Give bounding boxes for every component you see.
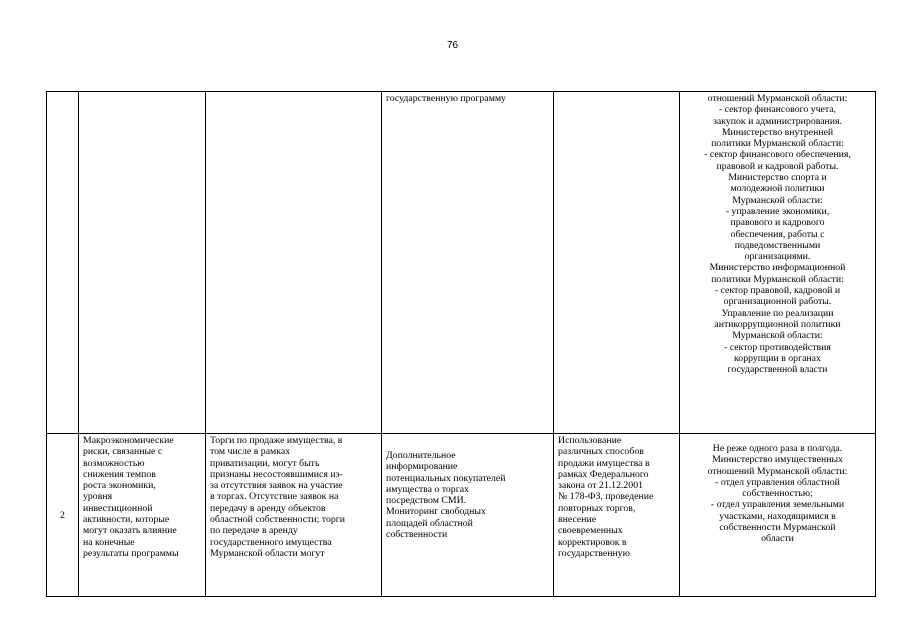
- table-cell-responsible: Не реже одного раза в полгода. Министерство имущественных отношений Мурманской области: - отдел управления областной собственностью; - отдел управления земельными участками, находящимися в собственности Мурманской области: [680, 434, 876, 597]
- table-cell-measures: государственную программу: [382, 92, 554, 434]
- table-cell-number: [47, 92, 79, 434]
- table-row: [47, 434, 876, 597]
- table-cell-methods: Использование различных способов продажи имущества в рамках Федерального закона от 21.12.2001 № 178-ФЗ, проведение повторных торгов, внесение своевременных корректировок в государственную: [554, 434, 680, 597]
- table-cell-description: [206, 92, 382, 434]
- table-cell-number: 2: [47, 434, 79, 597]
- table-cell-risk: Макроэкономические риски, связанные с возможностью снижения темпов роста экономики, уровня инвестиционной активности, которые могут оказать влияние на конечные результаты программы: [79, 434, 206, 597]
- table-cell-measures: Дополнительное информирование потенциальных покупателей имущества о торгах посредством СМИ. Мониторинг свободных площадей областной собственности: [382, 434, 554, 597]
- table-row: [47, 92, 876, 434]
- table-cell-description: Торги по продаже имущества, в том числе в рамках приватизации, могут быть признаны несостоявшимися из- за отсутствия заявок на участие в торгах. Отсутствие заявок на передачу в аренду объектов областной собственности; торги по передаче в аренду государственного имущества Мурманской области могут: [206, 434, 382, 597]
- table-cell-risk: [79, 92, 206, 434]
- page-number: 76: [446, 40, 459, 51]
- table-cell-responsible: отношений Мурманской области: - сектор финансового учета, закупок и администрирования. Министерство внутренней политики Мурманской области: - сектор финансового обеспечения, правовой и кадровой работы. Министерство спорта и молодежной политики Мурманской области: - управление экономики, правового и кадрового обеспечения, работы с подведомственными организациями. Министерство информационной политики Мурманской области: - сектор правовой, кадровой и организационной работы. Управление по реализации антикоррупционной политики Мурманской области: - сектор противодействия коррупции в органах государственной власти: [680, 92, 876, 434]
- table-cell-methods: [554, 92, 680, 434]
- risk-table: [46, 91, 876, 597]
